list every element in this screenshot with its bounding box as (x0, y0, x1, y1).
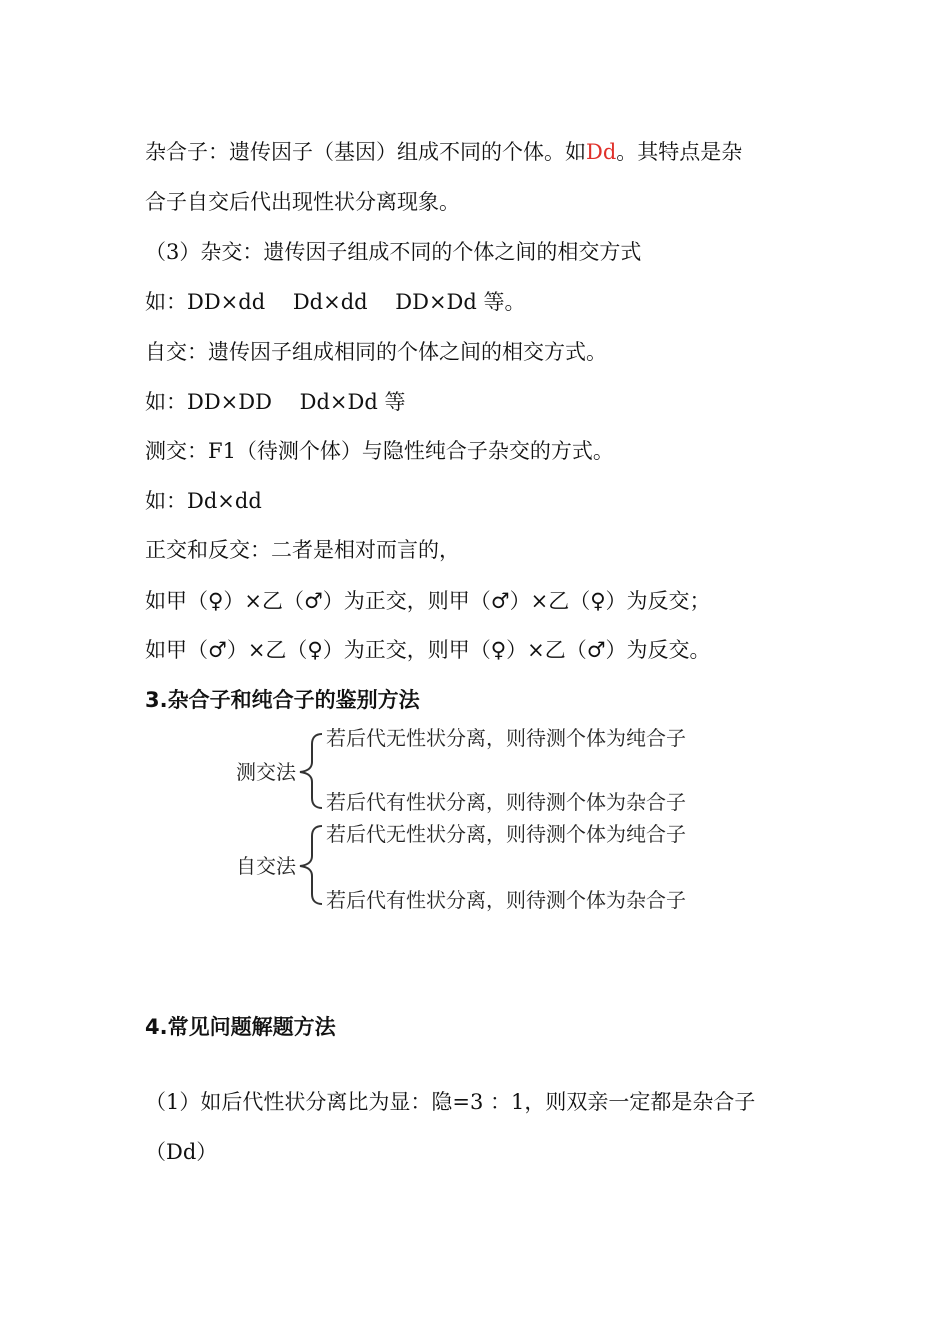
selfing-branch-1: 若后代无性状分离，则待测个体为纯合子 (326, 822, 686, 846)
heterozygote-example: Dd (586, 140, 617, 164)
reciprocal-example-2: 如甲（♂）×乙（♀）为正交，则甲（♀）×乙（♂）为反交。 (145, 638, 711, 662)
selfing-branch-2: 若后代有性状分离，则待测个体为杂合子 (326, 888, 686, 912)
reciprocal-definition: 正交和反交：二者是相对而言的， (145, 538, 460, 562)
method-selfing: 自交法 (236, 854, 296, 878)
heterozygote-definition-cont: 合子自交后代出现性状分离现象。 (145, 190, 460, 214)
brace-testcross (300, 734, 322, 808)
hybrid-definition: （3）杂交：遗传因子组成不同的个体之间的相交方式 (145, 240, 642, 264)
heterozygote-text-2: 。其特点是杂 (616, 140, 743, 164)
section-3-title: 3.杂合子和纯合子的鉴别方法 (145, 688, 420, 712)
heterozygote-definition (145, 138, 742, 166)
hybrid-example: 如：DD×dd Dd×dd DD×Dd 等。 (145, 290, 526, 314)
section-4-title: 4.常见问题解题方法 (145, 1015, 336, 1039)
selfing-definition: 自交：遗传因子组成相同的个体之间的相交方式。 (145, 340, 607, 364)
brace-selfing (300, 826, 322, 904)
reciprocal-example-1: 如甲（♀）×乙（♂）为正交，则甲（♂）×乙（♀）为反交； (145, 589, 711, 613)
rule-1-cont: （Dd） (145, 1140, 218, 1164)
testcross-example: 如：Dd×dd (145, 489, 262, 513)
heterozygote-text: 杂合子：遗传因子（基因）组成不同的个体。如 (145, 140, 586, 164)
testcross-definition: 测交：F1（待测个体）与隐性纯合子杂交的方式。 (145, 439, 614, 463)
identification-diagram (230, 722, 730, 922)
method-testcross: 测交法 (236, 760, 296, 784)
selfing-example: 如：DD×DD Dd×Dd 等 (145, 390, 406, 414)
rule-1: （1）如后代性状分离比为显：隐=3 ：1，则双亲一定都是杂合子 (145, 1090, 756, 1114)
testcross-branch-2: 若后代有性状分离，则待测个体为杂合子 (326, 790, 686, 814)
testcross-branch-1: 若后代无性状分离，则待测个体为纯合子 (326, 726, 686, 750)
